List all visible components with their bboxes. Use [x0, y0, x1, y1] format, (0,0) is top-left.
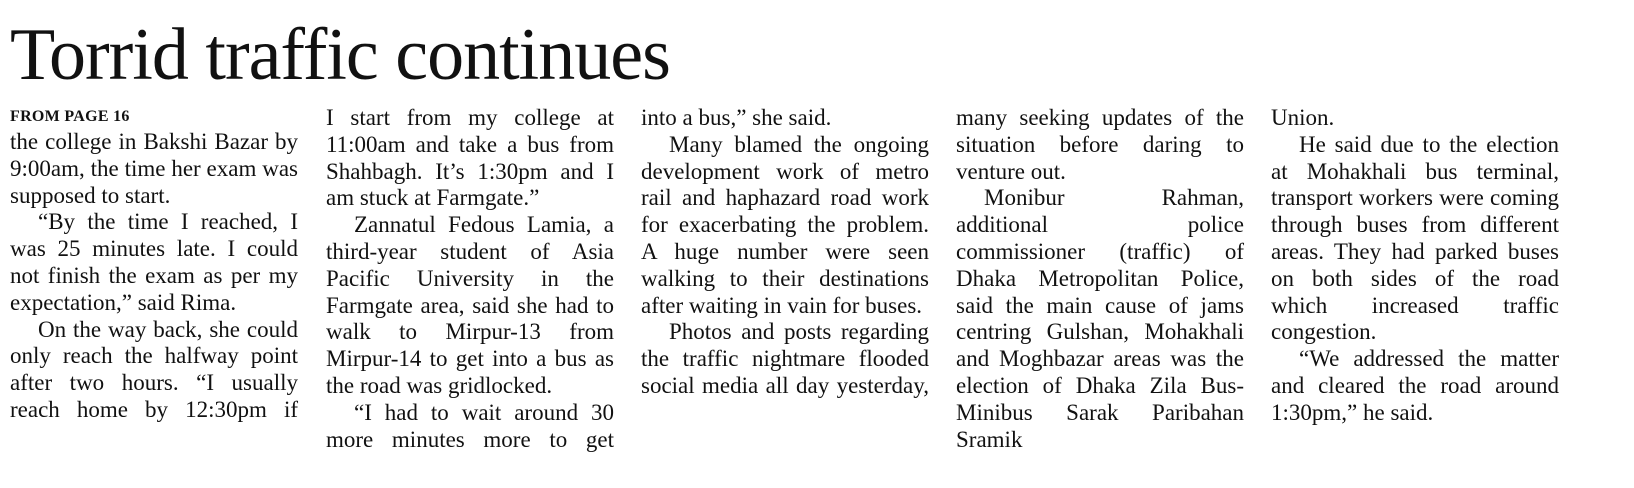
headline: Torrid traffic continues	[10, 14, 670, 96]
paragraph: many seeking updates of the situation before daring to venture out.	[956, 105, 1244, 184]
paragraph: Zannatul Fedous Lamia, a third-year student of Asia Pacific University in the Farmgate area, said she had to walk to Mirpur-13 from Mirpur-14 to get into a bus as the road was gridlocked.	[326, 212, 614, 398]
article-column-2	[326, 105, 614, 453]
article-column-1	[10, 106, 298, 424]
paragraph: He said due to the election at Mohakhali bus terminal, transport workers were coming through buses from different areas. They had parked buses on both sides of the road which increased traffic congestion.	[1271, 131, 1559, 345]
paragraph: Union.	[1271, 105, 1335, 130]
article-column-3	[641, 105, 929, 400]
paragraph: Monibur Rahman, additional police commissioner (traffic) of Dhaka Metropolitan Police, said the main cause of jams centring Gulshan, Mohakhali and Moghbazar areas was the election of Dhaka Zila Bus-Minibus Sarak Paribahan Sramik	[956, 185, 1244, 452]
paragraph: Many blamed the ongoing development work of metro rail and haphazard road work for exacerbating the problem. A huge number were seen walking to their destinations after waiting in vain for buses.	[641, 131, 929, 318]
paragraph: I start from my college at 11:00am and take a bus from Shahbagh. It’s 1:30pm and I am stuck at Farmgate.”	[326, 105, 614, 211]
paragraph: On the way back, she could only reach the halfway point after two hours. “I usually reach home by 12:30pm if	[10, 316, 298, 422]
paragraph: “By the time I reached, I was 25 minutes late. I could not finish the exam as per my expectation,” said Rima.	[10, 209, 298, 315]
article-column-5	[1271, 105, 1559, 427]
paragraph: the college in Bakshi Bazar by 9:00am, the time her exam was supposed to start.	[10, 129, 298, 208]
continuation-kicker: FROM PAGE 16	[10, 108, 130, 125]
paragraph: Photos and posts regarding the traffic nightmare flooded social media all day yesterday,	[641, 319, 929, 398]
paragraph: into a bus,” she said.	[641, 105, 832, 130]
article-column-4	[956, 105, 1244, 453]
paragraph: “We addressed the matter and cleared the road around 1:30pm,” he said.	[1271, 346, 1559, 425]
paragraph: “I had to wait around 30 more minutes more to get	[326, 399, 614, 452]
